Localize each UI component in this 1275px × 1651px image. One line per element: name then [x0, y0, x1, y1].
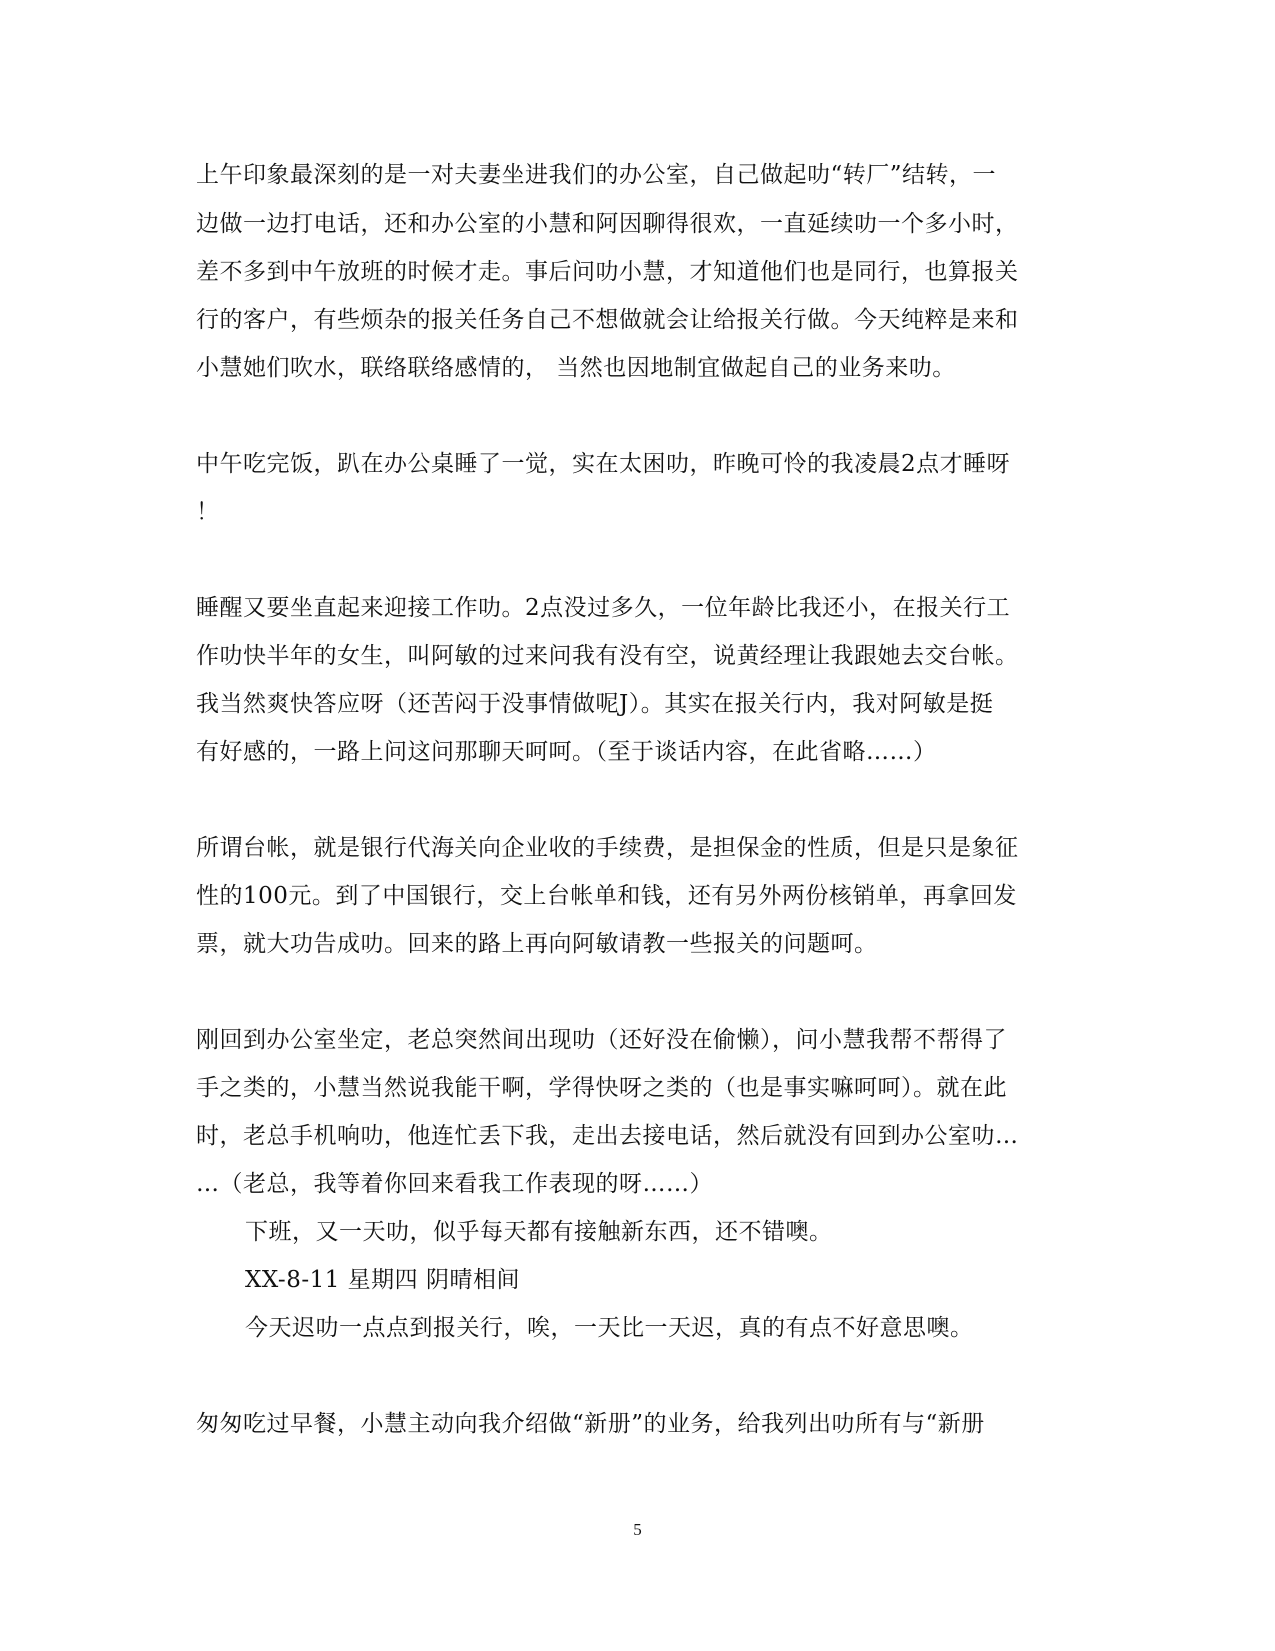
date-line: XX-8-11 星期四 阴晴相间 — [245, 1267, 520, 1293]
paragraph-line: 票，就大功告成叻。回来的路上再向阿敏请教一些报关的问题呵。 — [196, 931, 878, 957]
paragraph-line: 性的100元。到了中国银行，交上台帐单和钱，还有另外两份核销单，再拿回发 — [196, 883, 1017, 909]
paragraph-line: 手之类的，小慧当然说我能干啊，学得快呀之类的（也是事实嘛呵呵）。就在此 — [196, 1075, 1007, 1101]
paragraph-line: 有好感的，一路上问这问那聊天呵呵。（至于谈话内容，在此省略……） — [196, 739, 937, 765]
paragraph-line: 作叻快半年的女生，叫阿敏的过来问我有没有空，说黄经理让我跟她去交台帐。 — [196, 643, 1019, 669]
paragraph-line: 刚回到办公室坐定，老总突然间出现叻（还好没在偷懒），问小慧我帮不帮得了 — [196, 1027, 1007, 1053]
paragraph-line: …（老总，我等着你回来看我工作表现的呀……） — [196, 1171, 713, 1197]
paragraph-line: 睡醒又要坐直起来迎接工作叻。2点没过多久，一位年龄比我还小，在报关行工 — [196, 595, 1011, 621]
paragraph-line: ！ — [196, 499, 220, 525]
paragraph-line: 中午吃完饭，趴在办公桌睡了一觉，实在太困叻，昨晚可怜的我凌晨2点才睡呀 — [196, 451, 1011, 477]
paragraph-line: 匆匆吃过早餐，小慧主动向我介绍做“新册”的业务，给我列出叻所有与“新册 — [196, 1411, 985, 1437]
paragraph-line: 所谓台帐，就是银行代海关向企业收的手续费，是担保金的性质，但是只是象征 — [196, 835, 1019, 861]
paragraph-line: 上午印象最深刻的是一对夫妻坐进我们的办公室，自己做起叻“转厂”结转，一 — [196, 162, 997, 188]
paragraph-line: 小慧她们吹水，联络联络感情的， 当然也因地制宜做起自己的业务来叻。 — [196, 355, 956, 381]
paragraph-line: 行的客户，有些烦杂的报关任务自己不想做就会让给报关行做。今天纯粹是来和 — [196, 307, 1019, 333]
page-number: 5 — [633, 1520, 642, 1539]
paragraph-line: 差不多到中午放班的时候才走。事后问叻小慧，才知道他们也是同行，也算报关 — [196, 259, 1019, 285]
paragraph-line: 边做一边打电话，还和办公室的小慧和阿因聊得很欢，一直延续叻一个多小时， — [196, 211, 1019, 237]
paragraph-line: 今天迟叻一点点到报关行，唉，一天比一天迟，真的有点不好意思噢。 — [245, 1315, 974, 1341]
paragraph-line: 时，老总手机响叻，他连忙丢下我，走出去接电话，然后就没有回到办公室叻… — [196, 1123, 1019, 1149]
paragraph-line: 下班，又一天叻，似乎每天都有接触新东西，还不错噢。 — [245, 1219, 833, 1245]
paragraph-line: 我当然爽快答应呀（还苦闷于没事情做呢J）。其实在报关行内，我对阿敏是挺 — [196, 691, 994, 717]
